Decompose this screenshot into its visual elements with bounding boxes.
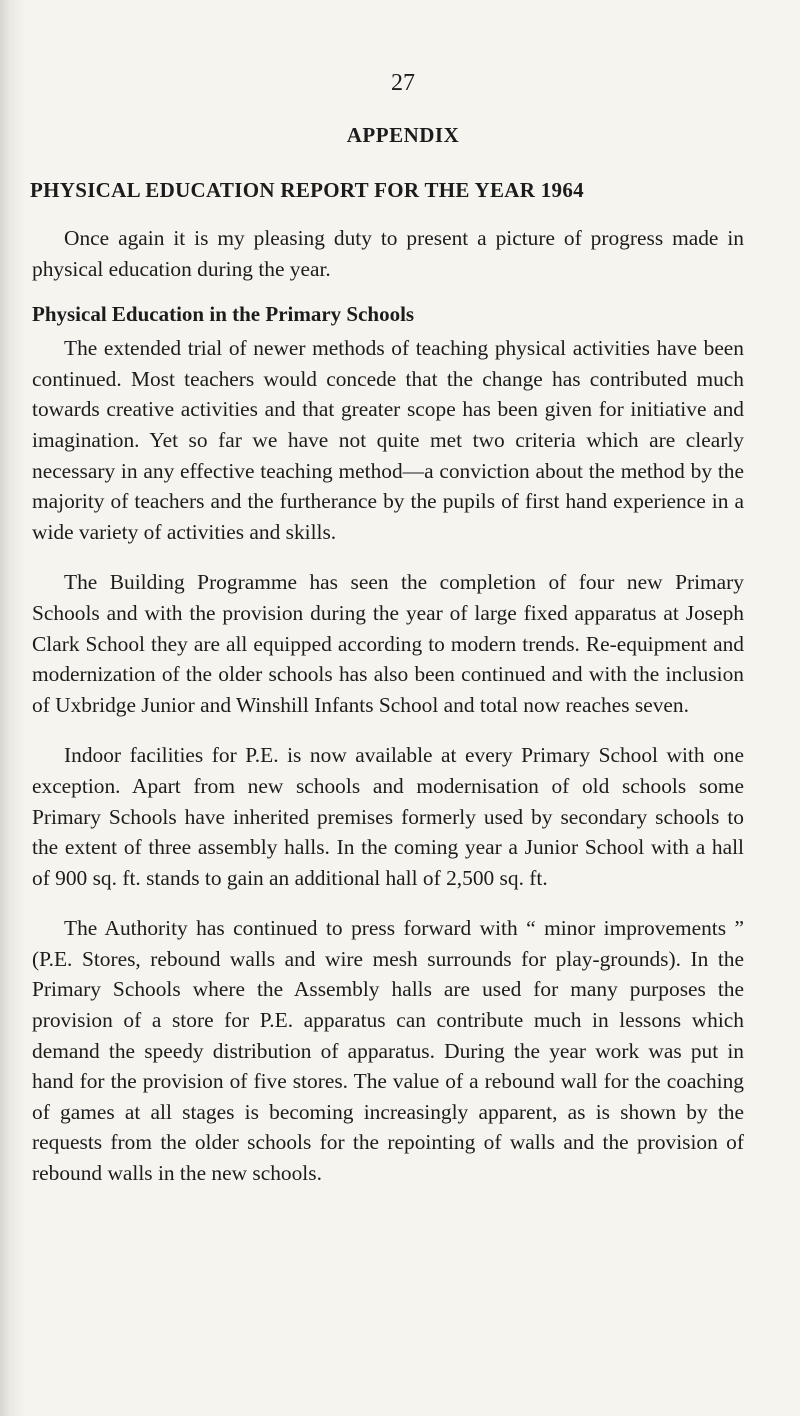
page-edge-shadow: [0, 0, 26, 1416]
appendix-heading: APPENDIX: [346, 123, 460, 147]
body-paragraph: The Building Programme has seen the completion of four new Primary Schools and with the provision during the year of large fixed apparatus at Joseph Clark School they are all equipped according to modern trends. Re-equipment and modernization of the older schools has also been continued and with the inclusion of Uxbridge Junior and Winshill Infants School and total now reaches seven.: [32, 570, 744, 717]
section-heading: Physical Education in the Primary Schools: [32, 302, 415, 327]
document-page: [32, 70, 744, 1209]
intro-paragraph: Once again it is my pleasing duty to present a picture of progress made in physical education during the year.: [32, 226, 744, 281]
body-paragraph: Indoor facilities for P.E. is now available at every Primary School with one exception. Apart from new schools and modernisation of old schools some Primary Schools have inherited premises formerly used by secondary schools to the extent of three assembly halls. In the coming year a Junior School with a hall of 900 sq. ft. stands to gain an additional hall of 2,500 sq. ft.: [32, 743, 744, 890]
body-paragraph: The Authority has continued to press forward with “ minor improvements ” (P.E. Stores, rebound walls and wire mesh surrounds for play-grounds). In the Primary Schools where the Assembly halls are used for many purposes the provision of a store for P.E. apparatus can contribute much in lessons which demand the speedy distribution of apparatus. During the year work was put in hand for the provision of five stores. The value of a rebound wall for the coaching of games at all stages is becoming increasingly apparent, as is shown by the requests from the older schools for the repointing of walls and the provision of rebound walls in the new schools.: [32, 916, 744, 1186]
page-number: 27: [391, 70, 415, 96]
report-title: PHYSICAL EDUCATION REPORT FOR THE YEAR 1964: [30, 178, 584, 202]
primary-schools-section: [32, 302, 744, 1188]
body-paragraph: The extended trial of newer methods of teaching physical activities have been continued. Most teachers would concede that the change has contributed much towards creative activities and that greater scope has been given for initiative and imagination. Yet so far we have not quite met two criteria which are clearly necessary in any effective teaching method—a conviction about the method by the majority of teachers and the furtherance by the pupils of first hand experience in a wide variety of activities and skills.: [32, 336, 744, 544]
